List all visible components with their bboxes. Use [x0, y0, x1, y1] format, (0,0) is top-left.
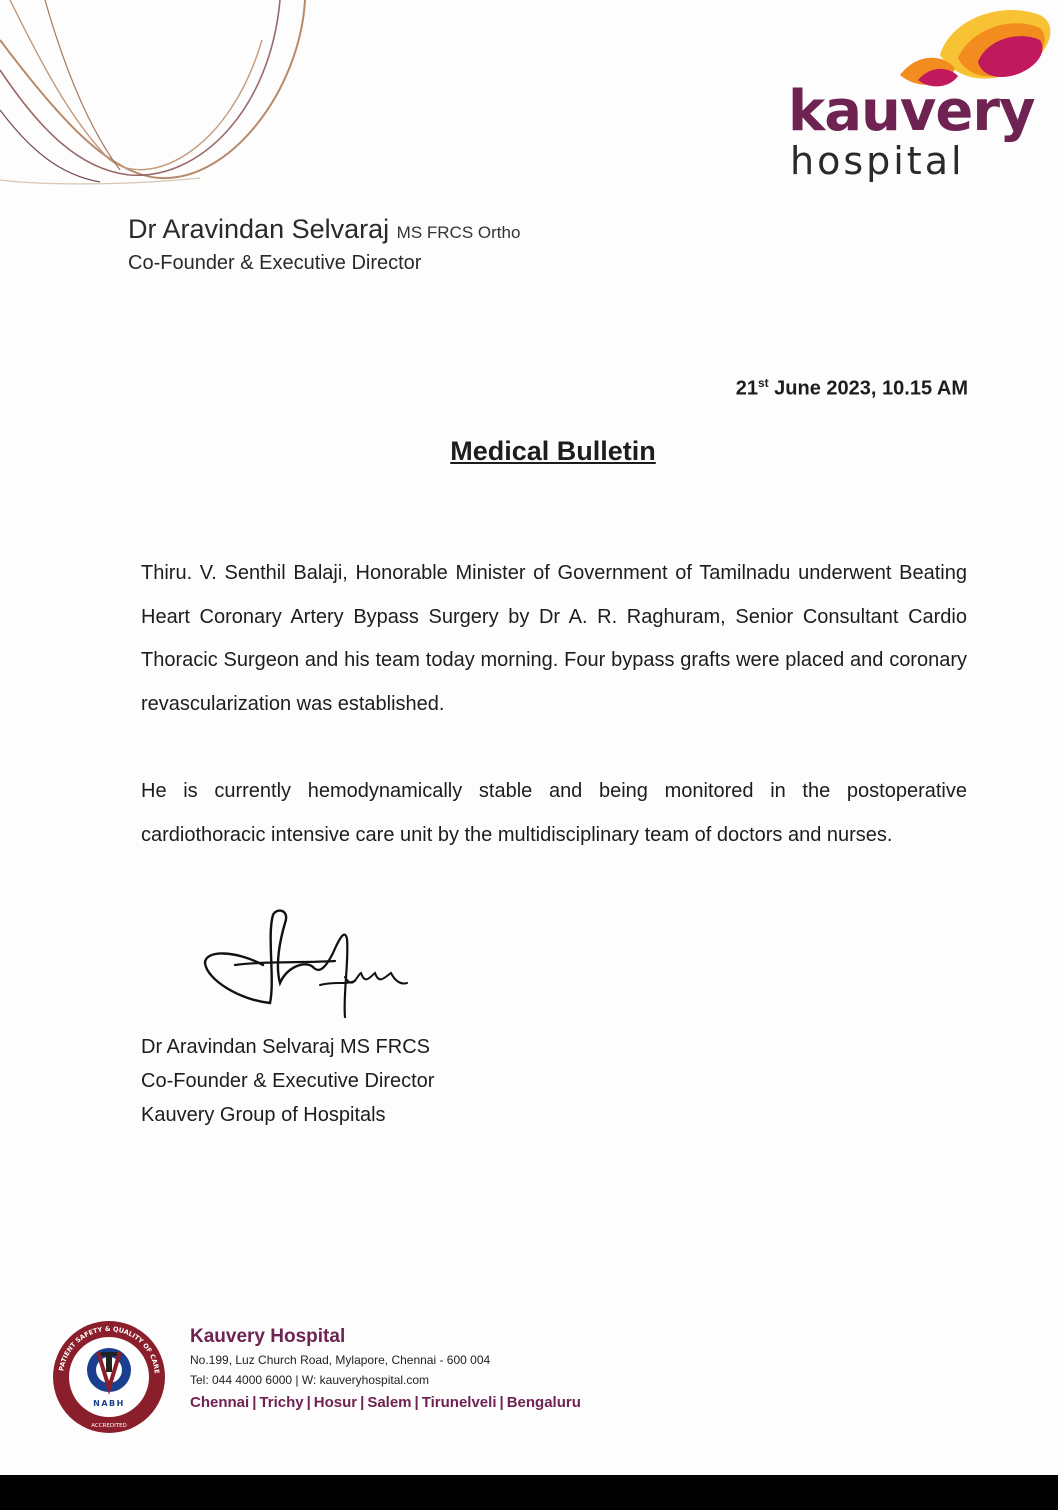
bulletin-date	[736, 376, 968, 401]
seal-bottom-text: ACCREDITED	[91, 1423, 127, 1429]
handwritten-signature	[195, 905, 415, 1020]
signatory-block	[141, 1030, 434, 1132]
logo-sub-text: hospital	[790, 139, 965, 183]
footer-contact	[190, 1324, 581, 1416]
branch-tirunelveli: Tirunelveli	[421, 1394, 497, 1411]
branch-hosur: Hosur	[313, 1394, 358, 1411]
kauvery-hospital-logo	[780, 0, 1058, 190]
nabh-accreditation-seal	[50, 1318, 168, 1436]
branch-chennai: Chennai	[190, 1394, 250, 1411]
date-rest: June 2023, 10.15 AM	[768, 377, 968, 400]
decorative-swirl-graphic	[0, 0, 340, 190]
bulletin-paragraph-1: Thiru. V. Senthil Balaji, Honorable Minister of Government of Tamilnadu underwent Beating Heart Coronary Artery Bypass Surgery by Dr A. R. Raghuram, Senior Consultant Cardio Thoracic Surgeon and his team today morning. Four bypass grafts were placed and coronary revascularization was established.	[141, 562, 967, 715]
bottom-black-band	[0, 1475, 1058, 1510]
letterhead-qualifications: MS FRCS Ortho	[396, 223, 521, 242]
footer-address: No.199, Luz Church Road, Mylapore, Chennai - 600 004	[190, 1353, 491, 1367]
letterhead-role: Co-Founder & Executive Director	[128, 252, 422, 274]
signatory-name: Dr Aravindan Selvaraj MS FRCS	[141, 1036, 430, 1058]
date-day: 21	[735, 377, 758, 400]
branch-trichy: Trichy	[259, 1394, 304, 1411]
logo-brand-text: kauvery	[788, 79, 1035, 144]
seal-center-text: NABH	[93, 1399, 125, 1408]
bulletin-paragraph-2: He is currently hemodynamically stable and being monitored in the postoperative cardiothoracic intensive care unit by the multidisciplinary team of doctors and nurses.	[141, 780, 967, 846]
signatory-organisation: Kauvery Group of Hospitals	[141, 1104, 386, 1126]
letterhead-name	[128, 212, 520, 250]
branch-bengaluru: Bengaluru	[506, 1394, 581, 1411]
footer-branches: Chennai | Trichy | Hosur | Salem | Tirunelveli | Bengaluru	[190, 1394, 581, 1411]
seal-ring-text: PATIENT SAFETY & QUALITY OF CARE	[57, 1324, 161, 1375]
branch-salem: Salem	[367, 1394, 412, 1411]
footer-contact-line: Tel: 044 4000 6000 | W: kauveryhospital.com	[190, 1373, 430, 1387]
signatory-title: Co-Founder & Executive Director	[141, 1070, 435, 1092]
bulletin-title: Medical Bulletin	[450, 436, 656, 466]
footer-hospital-name: Kauvery Hospital	[190, 1326, 346, 1347]
date-suffix: st	[757, 376, 769, 390]
letterhead-name-text: Dr Aravindan Selvaraj	[128, 214, 390, 244]
